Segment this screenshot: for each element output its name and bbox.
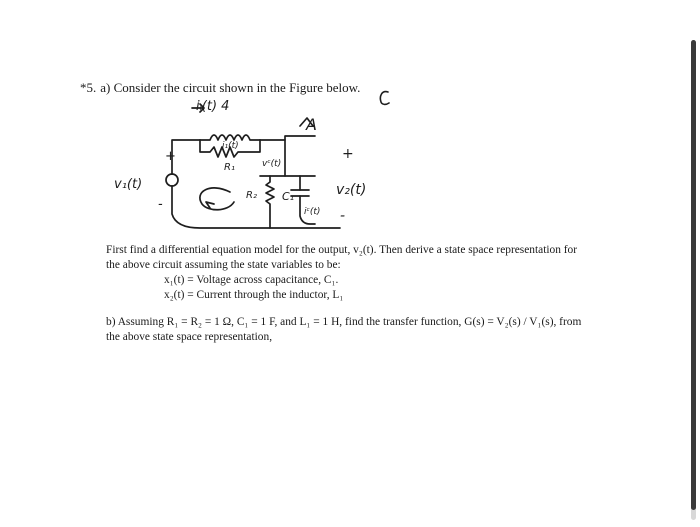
label-plus-top: + bbox=[342, 146, 354, 162]
question-number: *5. bbox=[80, 80, 97, 95]
label-r1-current: i₁(t) bbox=[222, 141, 239, 151]
part-a-instructions bbox=[106, 243, 646, 303]
loop-current-arrow bbox=[200, 188, 234, 210]
label-source: v₁(t) bbox=[114, 177, 143, 192]
label-c1: C₁ bbox=[282, 190, 295, 203]
wire-left-top bbox=[172, 140, 200, 174]
scrollbar-thumb[interactable] bbox=[691, 40, 696, 510]
loop-arrow-head bbox=[206, 202, 214, 208]
label-inductor-current: iₗ(t) 4 bbox=[196, 99, 230, 114]
part-b-line-1: b) Assuming R₁ = R₂ = 1 Ω, C₁ = 1 F, and L₁ = 1 H, find the transfer function, G(s) = V₂(s) / V₁(s), from bbox=[106, 316, 582, 328]
label-src-minus: - bbox=[158, 197, 163, 212]
inductor-coil bbox=[200, 135, 260, 140]
question-heading bbox=[80, 80, 360, 96]
label-src-plus: + bbox=[165, 149, 176, 164]
part-a-line-1: First find a differential equation model for the output, v₂(t). Then derive a state space representation for bbox=[106, 244, 578, 256]
state-variable-2: x₂(t) = Current through the inductor, L₁ bbox=[164, 289, 344, 301]
label-r2: R₂ bbox=[246, 190, 257, 201]
label-cap-voltage: vᶜ(t) bbox=[262, 159, 282, 169]
part-a-heading: a) Consider the circuit shown in the Figure below. bbox=[100, 80, 361, 95]
label-output: v₂(t) bbox=[336, 182, 367, 198]
voltage-source-symbol bbox=[166, 174, 178, 186]
resistor-r2 bbox=[266, 176, 274, 228]
label-minus-bottom: - bbox=[340, 208, 346, 224]
state-variable-1: x₁(t) = Voltage across capacitance, C₁. bbox=[164, 274, 339, 286]
wire-inductor-to-a bbox=[260, 136, 315, 140]
part-b-line-2: the above state space representation, bbox=[106, 331, 273, 343]
circuit-diagram bbox=[110, 96, 420, 246]
label-cap-current: iᶜ(t) bbox=[304, 207, 321, 217]
label-node-a: A bbox=[306, 115, 317, 134]
label-r1: R₁ bbox=[224, 162, 235, 173]
part-a-line-2: the above circuit assuming the state variables to be: bbox=[106, 259, 341, 271]
part-b-instructions bbox=[106, 315, 646, 345]
